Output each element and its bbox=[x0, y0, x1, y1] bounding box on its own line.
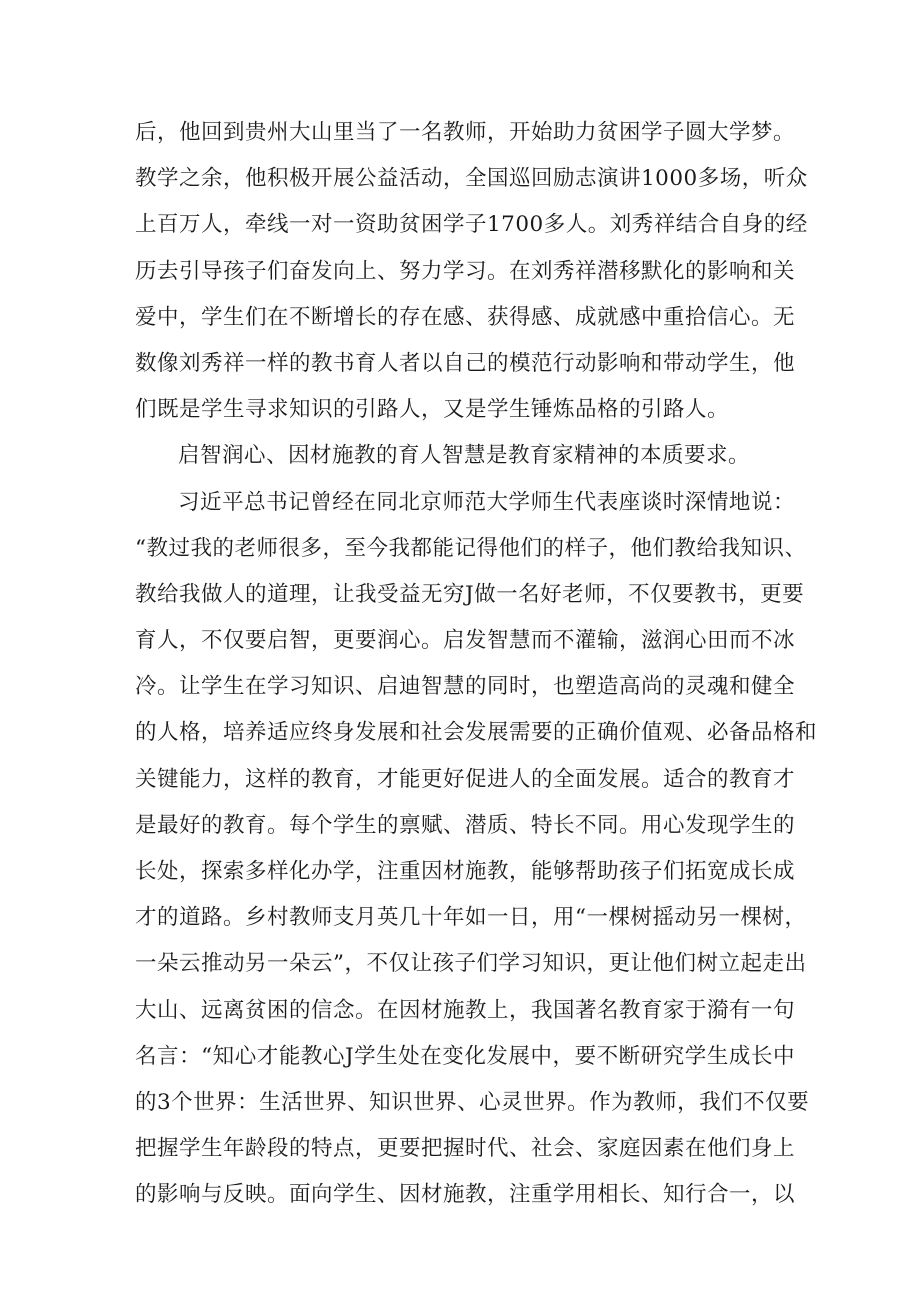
text-line: 历去引导孩子们奋发向上、努力学习。在刘秀祥潜移默化的影响和关 bbox=[135, 258, 796, 284]
text-line: 上百万人，牵线一对一资助贫困学子1700多人。刘秀祥结合自身的经 bbox=[135, 212, 808, 238]
text-line: 们既是学生寻求知识的引路人，又是学生锤炼品格的引路人。 bbox=[135, 397, 730, 423]
text-line: 爱中，学生们在不断增长的存在感、获得感、成就感中重拾信心。无 bbox=[135, 304, 796, 330]
text-line: 名言：“知心才能教心J学生处在变化发展中，要不断研究学生成长中 bbox=[135, 1043, 795, 1069]
text-line: 的人格，培养适应终身发展和社会发展需要的正确价值观、必备品格和 bbox=[135, 720, 818, 746]
text-line: 教给我做人的道理，让我受益无穷J做一名好老师，不仅要教书，更要 bbox=[135, 581, 805, 607]
text-line: 冷。让学生在学习知识、启迪智慧的同时，也塑造高尚的灵魂和健全 bbox=[135, 674, 796, 700]
text-line: 的3个世界：生活世界、知识世界、心灵世界。作为教师，我们不仅要 bbox=[135, 1089, 810, 1115]
text-line: 把握学生年龄段的特点，更要把握时代、社会、家庭因素在他们身上 bbox=[135, 1136, 796, 1162]
text-line: 关键能力，这样的教育，才能更好促进人的全面发展。适合的教育才 bbox=[135, 766, 796, 792]
text-line: 长处，探索多样化办学，注重因材施教，能够帮助孩子们拓宽成长成 bbox=[135, 859, 796, 884]
body-text bbox=[135, 110, 818, 1219]
text-line: 数像刘秀祥一样的教书育人者以自己的模范行动影响和带动学生，他 bbox=[135, 350, 796, 376]
text-line: 是最好的教育。每个学生的禀赋、潜质、特长不同。用心发现学生的 bbox=[135, 812, 796, 838]
text-line: 习近平总书记曾经在同北京师范大学师生代表座谈时深情地说： bbox=[178, 489, 795, 515]
text-line: 大山、远离贫困的信念。在因材施教上，我国著名教育家于漪有一句 bbox=[135, 997, 796, 1023]
text-line: 育人，不仅要启智，更要润心。启发智慧而不灌输，滋润心田而不冰 bbox=[135, 628, 796, 654]
text-line: 教学之余，他积极开展公益活动，全国巡回励志演讲1000多场，听众 bbox=[135, 166, 808, 192]
text-line: 后，他回到贵州大山里当了一名教师，开始助力贫困学子圆大学梦。 bbox=[135, 120, 796, 145]
text-line: 的影响与反映。面向学生、因材施教，注重学用相长、知行合一，以 bbox=[135, 1182, 796, 1208]
text-line: 一朵云推动另一朵云”，不仅让孩子们学习知识，更让他们树立起走出 bbox=[135, 951, 807, 977]
text-line: 才的道路。乡村教师支月英几十年如一日，用“一棵树摇动另一棵树， bbox=[135, 905, 807, 931]
text-line: 启智润心、因材施教的育人智慧是教育家精神的本质要求。 bbox=[178, 443, 751, 469]
text-line: “教过我的老师很多，至今我都能记得他们的样子，他们教给我知识、 bbox=[135, 535, 807, 561]
